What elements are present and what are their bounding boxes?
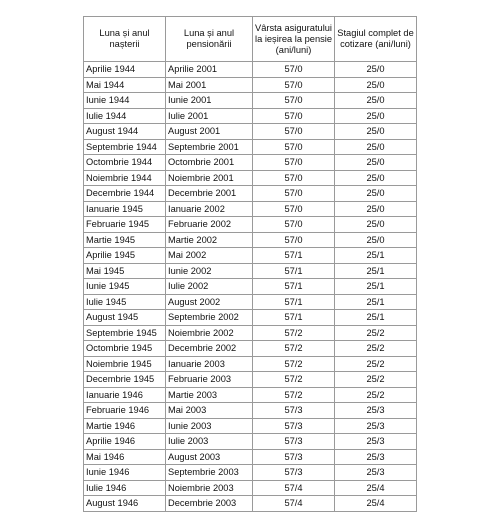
cell-retirement-date: Iunie 2001 — [166, 93, 253, 109]
cell-contribution-period: 25/1 — [335, 310, 417, 326]
cell-retirement-date: Aprilie 2001 — [166, 62, 253, 78]
table-row — [84, 232, 417, 248]
table-row — [84, 124, 417, 140]
cell-birth-date: Februarie 1946 — [84, 403, 166, 419]
cell-contribution-period: 25/3 — [335, 403, 417, 419]
cell-contribution-period: 25/3 — [335, 434, 417, 450]
cell-retirement-age: 57/0 — [253, 108, 335, 124]
table-row — [84, 356, 417, 372]
cell-retirement-age: 57/0 — [253, 217, 335, 233]
cell-retirement-age: 57/3 — [253, 434, 335, 450]
cell-retirement-age: 57/0 — [253, 93, 335, 109]
cell-birth-date: Mai 1946 — [84, 449, 166, 465]
cell-retirement-date: Iulie 2003 — [166, 434, 253, 450]
table-row — [84, 186, 417, 202]
cell-birth-date: Iulie 1944 — [84, 108, 166, 124]
cell-retirement-date: Martie 2003 — [166, 387, 253, 403]
cell-retirement-date: Decembrie 2003 — [166, 496, 253, 512]
cell-retirement-age: 57/0 — [253, 186, 335, 202]
cell-birth-date: August 1946 — [84, 496, 166, 512]
cell-retirement-age: 57/2 — [253, 387, 335, 403]
cell-contribution-period: 25/3 — [335, 418, 417, 434]
cell-birth-date: Aprilie 1944 — [84, 62, 166, 78]
cell-birth-date: Mai 1945 — [84, 263, 166, 279]
cell-birth-date: Mai 1944 — [84, 77, 166, 93]
cell-birth-date: Aprilie 1945 — [84, 248, 166, 264]
cell-contribution-period: 25/0 — [335, 93, 417, 109]
table-row — [84, 480, 417, 496]
header-retirement-age: Vârsta asiguratului la ieșirea la pensie (ani/luni) — [253, 17, 335, 62]
cell-retirement-date: Februarie 2002 — [166, 217, 253, 233]
cell-retirement-age: 57/0 — [253, 124, 335, 140]
cell-retirement-date: Mai 2002 — [166, 248, 253, 264]
cell-retirement-date: Noiembrie 2003 — [166, 480, 253, 496]
cell-birth-date: Decembrie 1944 — [84, 186, 166, 202]
cell-birth-date: Octombrie 1945 — [84, 341, 166, 357]
cell-contribution-period: 25/2 — [335, 372, 417, 388]
cell-contribution-period: 25/1 — [335, 294, 417, 310]
cell-retirement-age: 57/0 — [253, 62, 335, 78]
cell-contribution-period: 25/0 — [335, 77, 417, 93]
table-row — [84, 93, 417, 109]
cell-contribution-period: 25/3 — [335, 449, 417, 465]
cell-birth-date: Septembrie 1944 — [84, 139, 166, 155]
cell-contribution-period: 25/0 — [335, 217, 417, 233]
cell-retirement-date: Mai 2001 — [166, 77, 253, 93]
cell-birth-date: Ianuarie 1946 — [84, 387, 166, 403]
table-row — [84, 372, 417, 388]
cell-contribution-period: 25/1 — [335, 248, 417, 264]
header-birth-month-year: Luna și anul nașterii — [84, 17, 166, 62]
cell-birth-date: Octombrie 1944 — [84, 155, 166, 171]
cell-retirement-age: 57/0 — [253, 155, 335, 171]
cell-retirement-date: Iunie 2002 — [166, 263, 253, 279]
table-row — [84, 496, 417, 512]
cell-contribution-period: 25/2 — [335, 356, 417, 372]
table-row — [84, 465, 417, 481]
cell-retirement-age: 57/4 — [253, 496, 335, 512]
cell-birth-date: Ianuarie 1945 — [84, 201, 166, 217]
cell-retirement-date: August 2003 — [166, 449, 253, 465]
cell-retirement-age: 57/3 — [253, 403, 335, 419]
cell-retirement-date: August 2001 — [166, 124, 253, 140]
cell-contribution-period: 25/0 — [335, 155, 417, 171]
table-row — [84, 263, 417, 279]
header-contribution-period: Stagiul complet de cotizare (ani/luni) — [335, 17, 417, 62]
header-retirement-month-year: Luna și anul pensionării — [166, 17, 253, 62]
cell-retirement-age: 57/1 — [253, 248, 335, 264]
cell-retirement-date: Septembrie 2001 — [166, 139, 253, 155]
cell-contribution-period: 25/0 — [335, 108, 417, 124]
table-row — [84, 294, 417, 310]
cell-contribution-period: 25/2 — [335, 387, 417, 403]
cell-retirement-date: August 2002 — [166, 294, 253, 310]
cell-retirement-age: 57/3 — [253, 465, 335, 481]
cell-birth-date: Septembrie 1945 — [84, 325, 166, 341]
cell-retirement-age: 57/3 — [253, 418, 335, 434]
cell-birth-date: Februarie 1945 — [84, 217, 166, 233]
cell-contribution-period: 25/2 — [335, 341, 417, 357]
table-row — [84, 325, 417, 341]
cell-birth-date: Iunie 1945 — [84, 279, 166, 295]
cell-retirement-date: Iulie 2002 — [166, 279, 253, 295]
cell-contribution-period: 25/0 — [335, 124, 417, 140]
cell-contribution-period: 25/0 — [335, 139, 417, 155]
cell-birth-date: Noiembrie 1945 — [84, 356, 166, 372]
cell-birth-date: Noiembrie 1944 — [84, 170, 166, 186]
cell-retirement-age: 57/3 — [253, 449, 335, 465]
cell-contribution-period: 25/4 — [335, 496, 417, 512]
cell-birth-date: Martie 1946 — [84, 418, 166, 434]
cell-retirement-age: 57/2 — [253, 341, 335, 357]
cell-retirement-date: Octombrie 2001 — [166, 155, 253, 171]
cell-retirement-age: 57/0 — [253, 232, 335, 248]
table-row — [84, 310, 417, 326]
cell-retirement-date: Decembrie 2001 — [166, 186, 253, 202]
table-row — [84, 403, 417, 419]
table-row — [84, 62, 417, 78]
cell-retirement-age: 57/0 — [253, 139, 335, 155]
table-row — [84, 201, 417, 217]
cell-retirement-date: Septembrie 2002 — [166, 310, 253, 326]
cell-birth-date: Decembrie 1945 — [84, 372, 166, 388]
table-row — [84, 434, 417, 450]
cell-birth-date: Iunie 1944 — [84, 93, 166, 109]
cell-retirement-age: 57/2 — [253, 372, 335, 388]
cell-contribution-period: 25/0 — [335, 201, 417, 217]
cell-retirement-age: 57/1 — [253, 310, 335, 326]
cell-retirement-age: 57/0 — [253, 77, 335, 93]
cell-contribution-period: 25/0 — [335, 170, 417, 186]
table-row — [84, 418, 417, 434]
table-row — [84, 139, 417, 155]
cell-retirement-age: 57/1 — [253, 294, 335, 310]
cell-retirement-date: Decembrie 2002 — [166, 341, 253, 357]
cell-contribution-period: 25/0 — [335, 186, 417, 202]
cell-birth-date: August 1944 — [84, 124, 166, 140]
cell-retirement-age: 57/0 — [253, 201, 335, 217]
table-row — [84, 449, 417, 465]
cell-birth-date: Iulie 1945 — [84, 294, 166, 310]
cell-retirement-age: 57/2 — [253, 325, 335, 341]
cell-retirement-date: Ianuarie 2003 — [166, 356, 253, 372]
table-row — [84, 248, 417, 264]
table-row — [84, 170, 417, 186]
cell-contribution-period: 25/3 — [335, 465, 417, 481]
cell-birth-date: Martie 1945 — [84, 232, 166, 248]
cell-contribution-period: 25/1 — [335, 263, 417, 279]
retirement-table-container — [83, 16, 417, 512]
cell-birth-date: Iunie 1946 — [84, 465, 166, 481]
table-row — [84, 217, 417, 233]
cell-retirement-date: Iunie 2003 — [166, 418, 253, 434]
cell-retirement-age: 57/0 — [253, 170, 335, 186]
cell-retirement-date: Noiembrie 2002 — [166, 325, 253, 341]
cell-retirement-date: Ianuarie 2002 — [166, 201, 253, 217]
table-row — [84, 155, 417, 171]
cell-contribution-period: 25/4 — [335, 480, 417, 496]
cell-contribution-period: 25/0 — [335, 62, 417, 78]
cell-retirement-date: Noiembrie 2001 — [166, 170, 253, 186]
table-header-row — [84, 17, 417, 62]
cell-contribution-period: 25/2 — [335, 325, 417, 341]
table-row — [84, 341, 417, 357]
table-row — [84, 387, 417, 403]
retirement-table — [83, 16, 417, 512]
cell-retirement-date: Septembrie 2003 — [166, 465, 253, 481]
cell-retirement-date: Martie 2002 — [166, 232, 253, 248]
cell-retirement-age: 57/4 — [253, 480, 335, 496]
cell-retirement-age: 57/1 — [253, 279, 335, 295]
table-body — [84, 62, 417, 512]
table-row — [84, 108, 417, 124]
cell-contribution-period: 25/1 — [335, 279, 417, 295]
cell-retirement-age: 57/2 — [253, 356, 335, 372]
table-row — [84, 279, 417, 295]
cell-birth-date: Iulie 1946 — [84, 480, 166, 496]
cell-retirement-date: Februarie 2003 — [166, 372, 253, 388]
cell-birth-date: August 1945 — [84, 310, 166, 326]
cell-retirement-age: 57/1 — [253, 263, 335, 279]
cell-contribution-period: 25/0 — [335, 232, 417, 248]
cell-retirement-date: Iulie 2001 — [166, 108, 253, 124]
cell-birth-date: Aprilie 1946 — [84, 434, 166, 450]
cell-retirement-date: Mai 2003 — [166, 403, 253, 419]
table-row — [84, 77, 417, 93]
